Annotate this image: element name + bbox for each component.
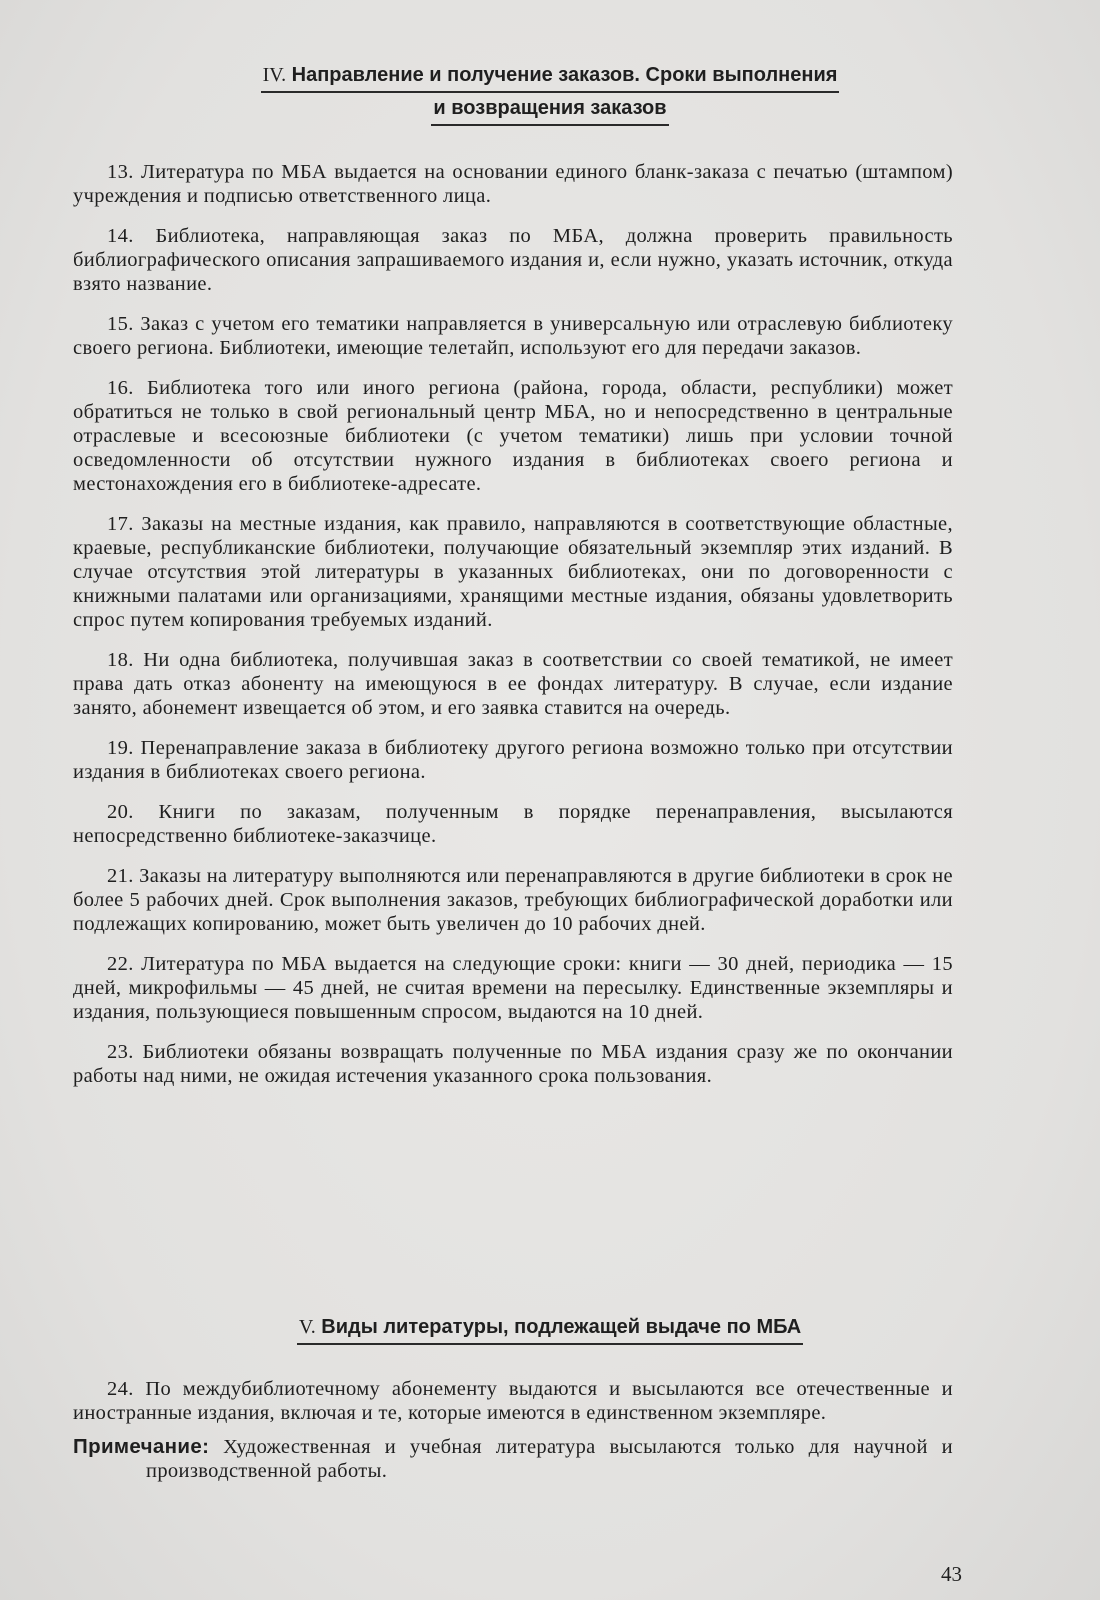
section-4-number: IV.	[262, 64, 287, 86]
paragraph-22: 22. Литература по МБА выдается на следующие сроки: книги — 30 дней, периодика — 15 дней, микрофильмы — 45 дней, не считая времени на пересылку. Единственные экземпляры и издания, пользующиеся повышенным спросом, выдаются на 10 дней.	[73, 953, 953, 1023]
paragraph-18: 18. Ни одна библиотека, получившая заказ в соответствии со своей тематикой, не имеет права дать отказ абоненту на имеющуюся в ее фондах литературу. В случае, если издание занято, абонемент извещается об этом, и его заявка ставится на очередь.	[73, 649, 953, 719]
section-4-title-text-1: Направление и получение заказов. Сроки выполнения	[291, 64, 838, 86]
section-5-title-text: Виды литературы, подлежащей выдаче по МБА	[321, 1316, 802, 1338]
paragraph-20: 20. Книги по заказам, полученным в порядке перенаправления, высылаются непосредственно библиотеке-заказчице.	[73, 801, 953, 847]
paragraph-16: 16. Библиотека того или иного региона (района, города, области, республики) может обратиться не только в свой региональный центр МБА, но и непосредственно в центральные отраслевые и всесоюзные библиотеки (с учетом тематики) лишь при условии точной осведомленности об отсутствии нужного издания в библиотеках своего региона и местонахождения его в библиотеке-адресате.	[73, 377, 953, 495]
page-number: 43	[941, 1562, 962, 1586]
note-label: Примечание:	[73, 1435, 210, 1458]
section-4-body	[73, 160, 953, 1104]
note	[73, 1435, 953, 1483]
section-5-heading	[0, 1312, 1100, 1345]
section-5-title-line	[297, 1312, 803, 1345]
paragraph-24: 24. По междубиблиотечному абонементу выдаются и высылаются все отечественные и иностранные издания, включая и те, которые имеются в единственном экземпляре.	[73, 1378, 953, 1424]
section-4-title-line-1	[261, 60, 840, 93]
paragraph-23: 23. Библиотеки обязаны возвращать полученные по МБА издания сразу же по окончании работы над ними, не ожидая истечения указанного срока пользования.	[73, 1041, 953, 1087]
paragraph-19: 19. Перенаправление заказа в библиотеку другого региона возможно только при отсутствии издания в библиотеках своего региона.	[73, 737, 953, 783]
section-4-title-line-2: и возвращения заказов	[431, 93, 668, 126]
section-4-heading	[0, 60, 1100, 126]
section-5-number: V.	[298, 1316, 316, 1338]
note-text: Художественная и учебная литература высылаются только для научной и производственной работы.	[146, 1436, 953, 1482]
paragraph-13: 13. Литература по МБА выдается на основании единого бланк-заказа с печатью (штампом) учреждения и подписью ответственного лица.	[73, 161, 953, 207]
paragraph-14: 14. Библиотека, направляющая заказ по МБА, должна проверить правильность библиографического описания запрашиваемого издания и, если нужно, указать источник, откуда взято название.	[73, 225, 953, 295]
section-5-body	[73, 1377, 953, 1483]
paragraph-17: 17. Заказы на местные издания, как правило, направляются в соответствующие областные, краевые, республиканские библиотеки, получающие обязательный экземпляр этих изданий. В случае отсутствия этой литературы в указанных библиотеках, они по договоренности с книжными палатами или организациями, хранящими местные издания, обязаны удовлетворить спрос путем копирования требуемых изданий.	[73, 513, 953, 631]
paragraph-15: 15. Заказ с учетом его тематики направляется в универсальную или отраслевую библиотеку своего региона. Библиотеки, имеющие телетайп, используют его для передачи заказов.	[73, 313, 953, 359]
paragraph-21: 21. Заказы на литературу выполняются или перенаправляются в другие библиотеки в срок не более 5 рабочих дней. Срок выполнения заказов, требующих библиографической доработки или подлежащих копированию, может быть увеличен до 10 рабочих дней.	[73, 865, 953, 935]
